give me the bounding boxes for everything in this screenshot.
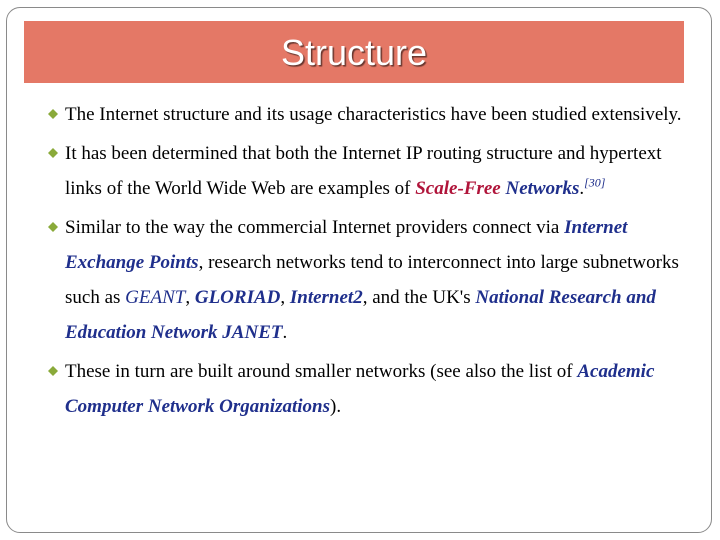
bullet-text: These in turn are built around smaller networks (see also the list of bbox=[65, 361, 578, 382]
scale-free-link[interactable]: Scale-Free bbox=[415, 178, 501, 199]
bullet-item bbox=[48, 354, 688, 424]
bullet-text: , bbox=[280, 287, 290, 308]
bullet-text: It has been determined that both the Internet IP routing structure and hypertext links of the World Wide Web are examples of bbox=[65, 143, 662, 199]
bullet-text: . bbox=[282, 322, 288, 343]
bullet-item bbox=[48, 210, 688, 350]
bullet-list bbox=[48, 97, 688, 428]
internet-exchange-points-link[interactable]: Internet Exchange Points bbox=[65, 217, 628, 273]
reference-link[interactable]: [30] bbox=[584, 175, 606, 190]
janet-link[interactable]: National Research and Education Network JANET bbox=[65, 287, 656, 343]
networks-link[interactable]: Networks bbox=[505, 178, 580, 199]
bullet-text: , and the UK's bbox=[362, 287, 476, 308]
internet2-link[interactable]: Internet2 bbox=[289, 287, 363, 308]
bullet-text: , research networks tend to interconnect into large subnetworks such as bbox=[65, 252, 679, 308]
bullet-text: The Internet structure and its usage characteristics have been studied extensively. bbox=[65, 104, 682, 125]
academic-network-orgs-link[interactable]: Academic Computer Network Organizations bbox=[65, 361, 655, 417]
title-bar bbox=[24, 21, 684, 83]
bullet-item bbox=[48, 97, 688, 132]
diamond-bullet-icon bbox=[48, 222, 58, 232]
bullet-text: , bbox=[185, 287, 195, 308]
gloriad-link[interactable]: GLORIAD bbox=[194, 287, 281, 308]
bullet-text: ). bbox=[330, 396, 342, 417]
diamond-bullet-icon bbox=[48, 109, 58, 119]
slide-title: Structure bbox=[280, 32, 428, 73]
bullet-text: Similar to the way the commercial Internet providers connect via bbox=[65, 217, 565, 238]
geant-link[interactable]: GEANT bbox=[125, 287, 186, 308]
diamond-bullet-icon bbox=[48, 366, 58, 376]
bullet-text: . bbox=[579, 178, 585, 199]
diamond-bullet-icon bbox=[48, 148, 58, 158]
bullet-item bbox=[48, 136, 688, 206]
